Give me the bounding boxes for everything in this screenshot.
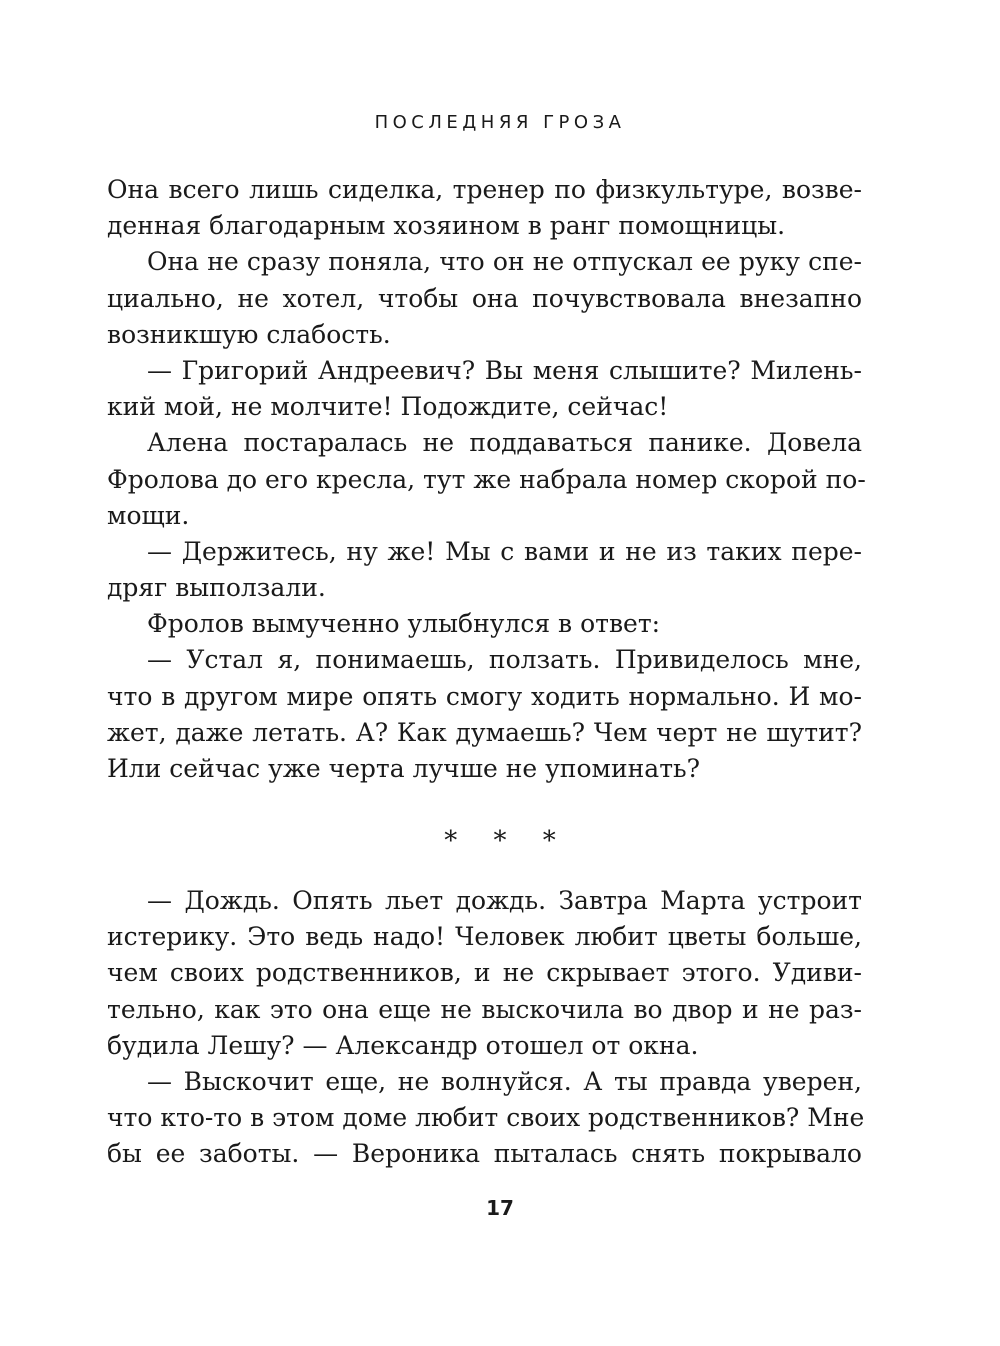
text-line: что в другом мире опять смогу ходить нормально. И мо-: [107, 681, 862, 711]
text-line: Она всего лишь сиделка, тренер по физкультуре, возве-: [107, 175, 862, 204]
text-line: мощи.: [107, 500, 190, 530]
text-line: — Устал я, понимаешь, ползать. Привиделось мне,: [147, 645, 862, 675]
running-head: ПОСЛЕДНЯЯ ГРОЗА: [374, 112, 626, 133]
text-section-2: [107, 883, 865, 1173]
text-line: Алена постаралась не поддаваться панике. Довела: [147, 428, 862, 458]
text-line: Она не сразу поняла, что он не отпускал ее руку спе-: [147, 247, 862, 277]
text-line: жет, даже летать. А? Как думаешь? Чем черт не шутит?: [107, 717, 862, 747]
text-line: возникшую слабость.: [107, 319, 391, 349]
text-line: денная благодарным хозяином в ранг помощницы.: [107, 211, 786, 241]
text-line: — Дождь. Опять льет дождь. Завтра Марта устроит: [147, 886, 862, 915]
text-line: тельно, как это она еще не выскочила во двор и не раз-: [107, 994, 862, 1024]
text-line: кий мой, не молчите! Подождите, сейчас!: [107, 392, 669, 422]
text-section-1: [107, 172, 866, 787]
text-line: — Держитесь, ну же! Мы с вами и не из таких пере-: [147, 536, 862, 566]
text-line: Фролов вымученно улыбнулся в ответ:: [147, 609, 661, 639]
text-line: — Выскочит еще, не волнуйся. А ты правда уверен,: [147, 1066, 862, 1096]
text-line: истерику. Это ведь надо! Человек любит цветы больше,: [107, 922, 862, 952]
text-line: бы ее заботы. — Вероника пыталась снять покрывало: [107, 1139, 862, 1169]
text-line: чем своих родственников, и не скрывает этого. Удиви-: [107, 958, 862, 988]
text-line: Фролова до его кресла, тут же набрала номер скорой по-: [107, 464, 866, 494]
text-line: циально, не хотел, чтобы она почувствовала внезапно: [107, 283, 862, 313]
text-line: — Григорий Андреевич? Вы меня слышите? Милень-: [147, 355, 862, 385]
section-separator: * * *: [444, 826, 570, 856]
text-line: что кто-то в этом доме любит своих родственников? Мне: [107, 1103, 865, 1133]
text-line: будила Лешу? — Александр отошел от окна.: [107, 1030, 699, 1060]
text-line: дряг выползали.: [107, 573, 326, 603]
page-number: 17: [486, 1196, 514, 1220]
text-line: Или сейчас уже черта лучше не упоминать?: [107, 754, 701, 783]
